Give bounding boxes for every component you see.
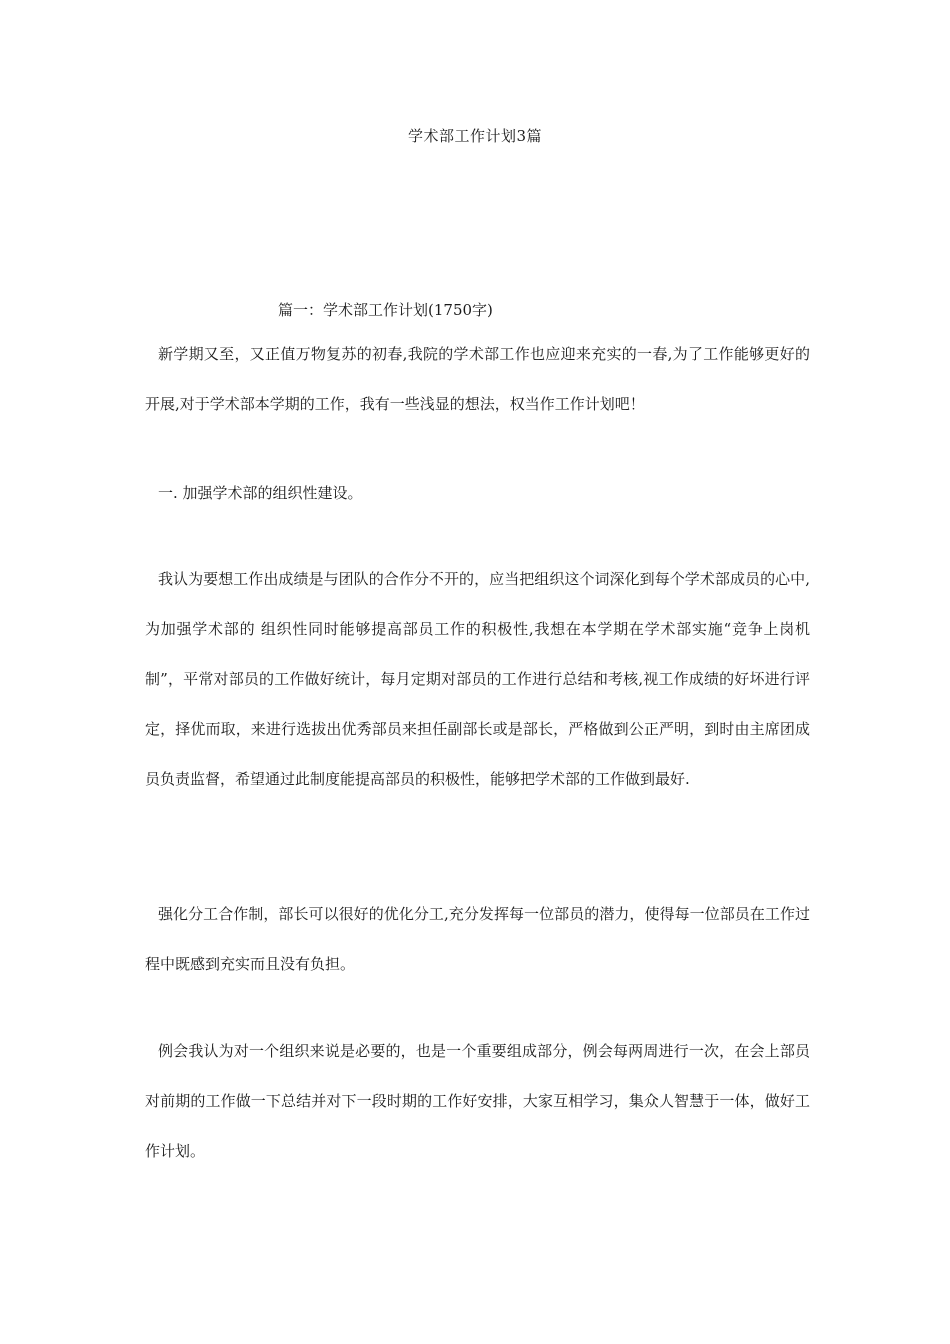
paragraph-intro: 新学期又至，又正值万物复苏的初春,我院的学术部工作也应迎来充实的一春,为了工作能够更好的开展,对于学术部本学期的工作，我有一些浅显的想法，权当作工作计划吧！ <box>145 345 810 413</box>
paragraph-organization: 我认为要想工作出成绩是与团队的合作分不开的，应当把组织这个词深化到每个学术部成员的心中,为加强学术部的 组织性同时能够提高部员工作的积极性,我想在本学期在学术部实施“竞争上岗机制”，平常对部员的工作做好统计，每月定期对部员的工作进行总结和考核,视工作成绩的好坏进行评定，择优而取，来进行选拔出优秀部员来担任副部长或是部长，严格做到公正严明，到时由主席团成员负责监督，希望通过此制度能提高部员的积极性，能够把学术部的工作做到最好. <box>145 570 810 788</box>
paragraph-regular-meeting: 例会我认为对一个组织来说是必要的，也是一个重要组成部分，例会每两周进行一次，在会上部员对前期的工作做一下总结并对下一段时期的工作好安排，大家互相学习，集众人智慧于一体，做好工作计划。 <box>145 1042 810 1160</box>
paragraph-division-of-labor: 强化分工合作制，部长可以很好的优化分工,充分发挥每一位部员的潜力，使得每一位部员在工作过程中既感到充实而且没有负担。 <box>145 905 810 973</box>
paragraph-heading-one: 一. 加强学术部的组织性建设。 <box>158 484 363 502</box>
document-title: 学术部工作计划3篇 <box>407 127 543 145</box>
section-subtitle: 篇一：学术部工作计划(1750字) <box>278 301 493 319</box>
